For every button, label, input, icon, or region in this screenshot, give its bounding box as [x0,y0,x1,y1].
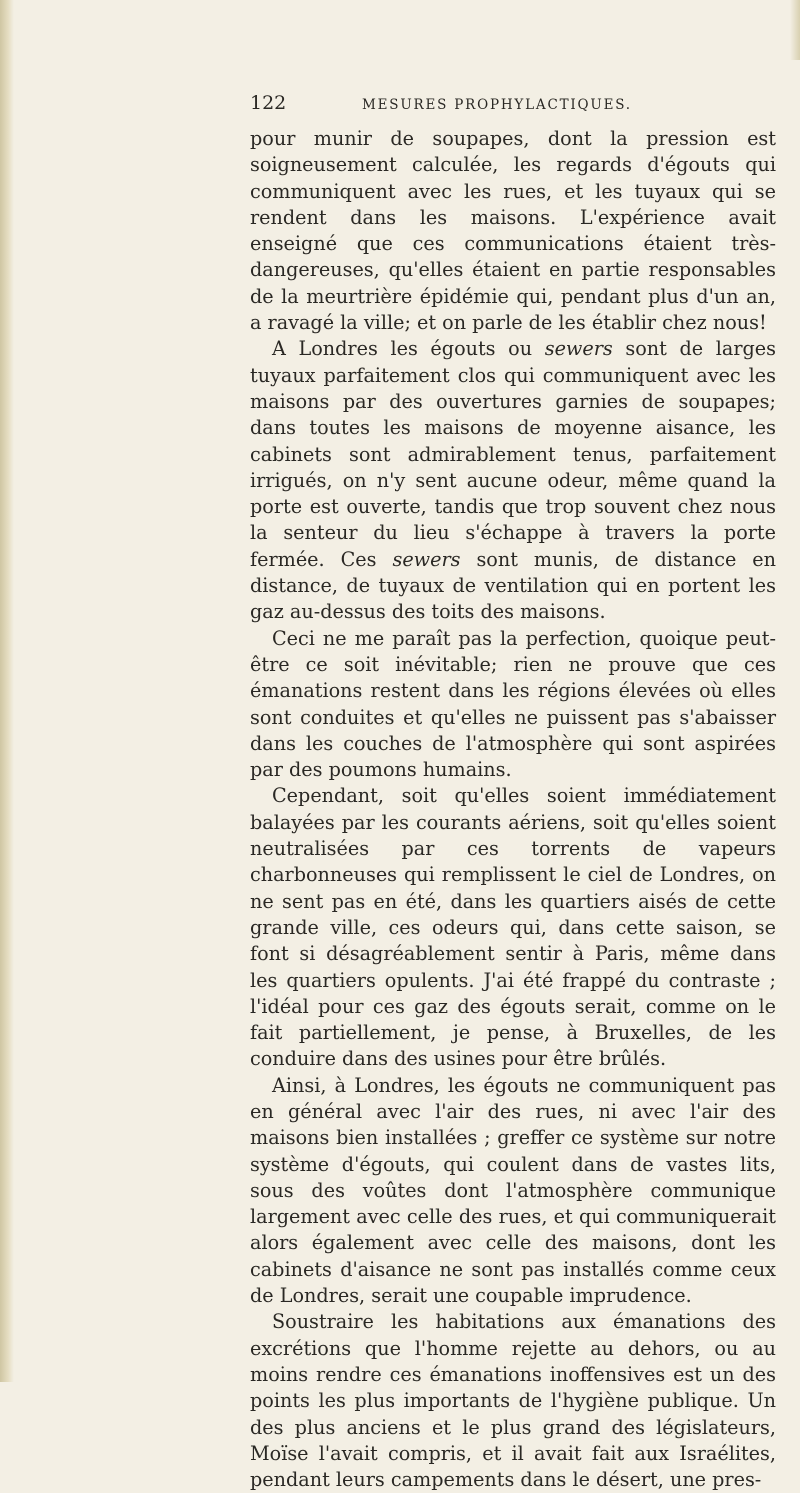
paragraph-1 [250,126,776,336]
paragraph-6 [250,1309,776,1493]
paragraph-3 [250,626,776,784]
page-corner-shadow [790,0,800,60]
body-text [250,126,776,1493]
paragraph-text: Ceci ne me paraît pas la perfection, quoique peut-être ce soit inévitable; rien ne prouve que ces émanations restent dans les régions élevées où elles sont conduites et qu'elles ne puissent pas s'abaisser dans les couches de l'atmosphère qui sont aspirées par des poumons humains. [250,626,776,782]
italic-term: sewers [544,337,613,361]
paragraph-text: Ainsi, à Londres, les égouts ne communiquent pas en général avec l'air des rues, ni avec l'air des maisons bien installées ; greffer ce système sur notre système d'égouts, qui coulent dans de vastes lits, sous des voûtes dont l'atmosphère communique largement avec celle des rues, et qui communiquerait alors également avec celle des maisons, dont les cabinets d'aisance ne sont pas installés comme ceux de Londres, serait une coupable imprudence. [250,1073,776,1308]
page-number: 122 [250,92,287,114]
paragraph-5 [250,1073,776,1310]
paragraph-text: sont munis, de distance en distance, de tuyaux de ventilation qui en portent les gaz au-dessus des toits des maisons. [250,547,777,624]
paragraph-text: A Londres les égouts ou [272,337,545,361]
running-title: MESURES PROPHYLACTIQUES. [362,97,632,113]
paragraph-text: sont de larges tuyaux parfaitement clos qui communiquent avec les maisons par des ouvertures garnies de soupapes; dans toutes les maisons de moyenne aisance, les cabinets sont admirablement tenus, parfaitement irrigués, on n'y sent aucune odeur, même quand la porte est ouverte, tandis que trop souvent chez nous la senteur du lieu s'échappe à travers la porte fermée. Ces [250,337,776,571]
paragraph-text: Cependant, soit qu'elles soient immédiatement balayées par les courants aériens, soit qu'elles soient neutralisées par ces torrents de vapeurs charbonneuses qui remplissent le ciel de Londres, on ne sent pas en été, dans les quartiers aisés de cette grande ville, ces odeurs qui, dans cette saison, se font si désagréablement sentir à Paris, même dans les quartiers opulents. J'ai été frappé du contraste ; l'idéal pour ces gaz des égouts serait, comme on le fait partiellement, je pense, à Bruxelles, de les conduire dans des usines pour être brûlés. [250,784,776,1071]
paragraph-2 [250,336,776,625]
italic-term: sewers [392,547,461,571]
paragraph-text: pour munir de soupapes, dont la pression est soigneusement calculée, les regards d'égouts qui communiquent avec les rues, et les tuyaux qui se rendent dans les maisons. L'expérience avait enseigné que ces communications étaient très-dangereuses, qu'elles étaient en partie responsables de la meurtrière épidémie qui, pendant plus d'un an, a ravagé la ville; et on parle de les établir chez nous! [250,127,776,335]
page-binding-edge [0,0,14,1382]
paragraph-4 [250,783,776,1072]
paragraph-text: Soustraire les habitations aux émanations des excrétions que l'homme rejette au dehors, ou au moins rendre ces émanations inoffensives est un des points les plus importants de l'hygiène publique. Un des plus anciens et le plus grand des législateurs, Moïse l'avait compris, et il avait fait aux Israélites, pendant leurs campements dans le désert, une pres- [250,1310,776,1492]
